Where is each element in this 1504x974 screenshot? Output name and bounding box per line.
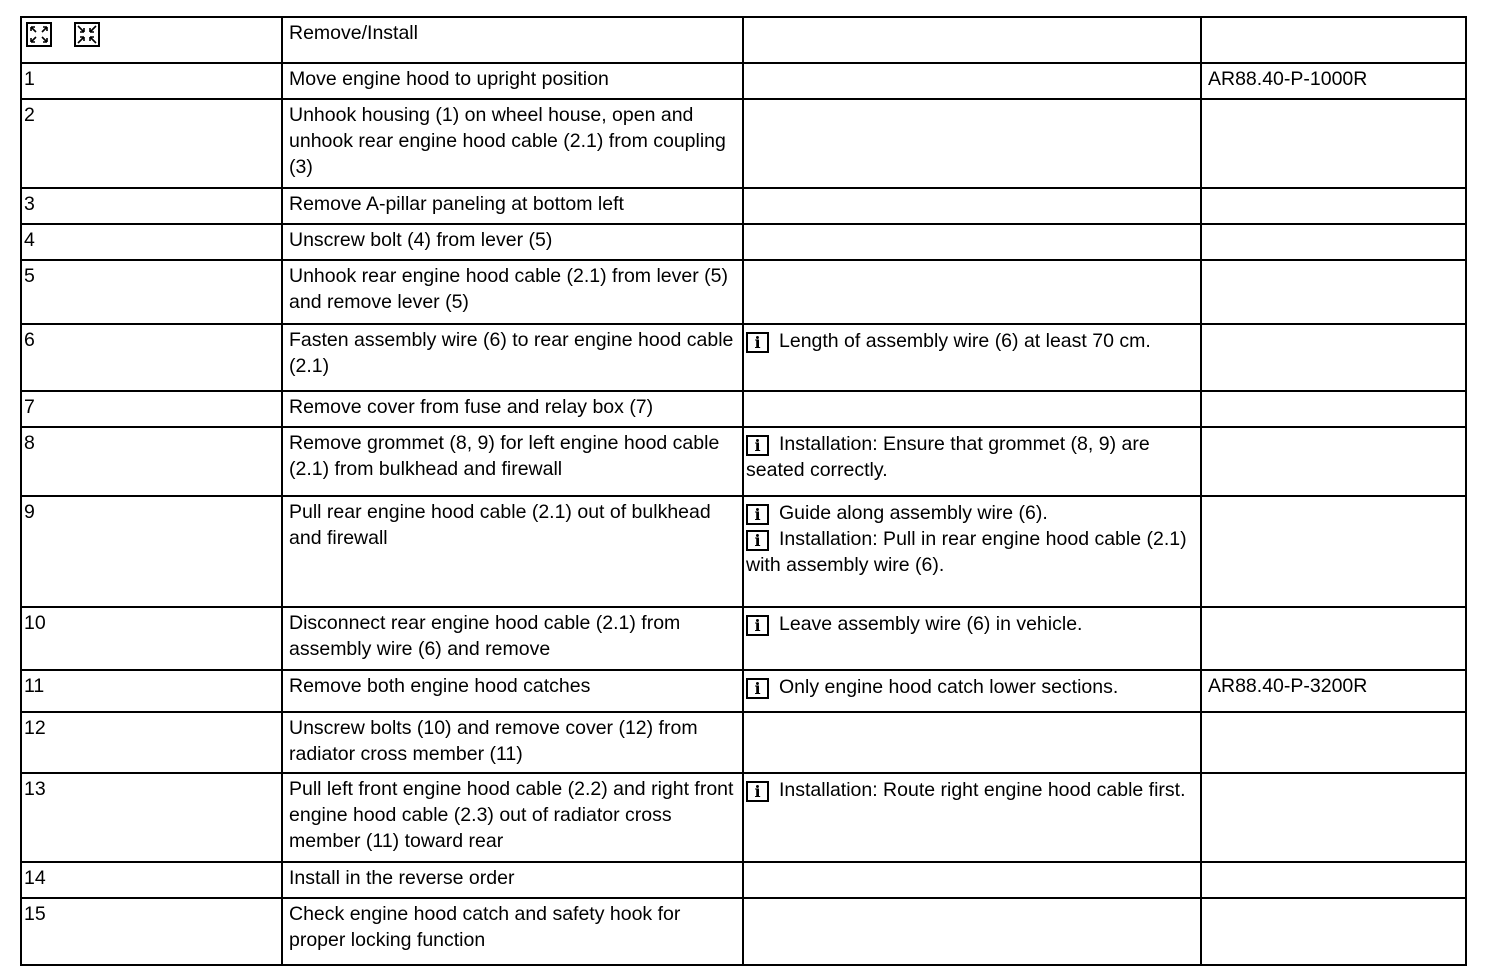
note-text: Installation: Pull in rear engine hood cable (2.1) with assembly wire (6).	[746, 528, 1187, 576]
step-instruction: Pull left front engine hood cable (2.2) and right front engine hood cable (2.3) out of radiator cross member (11) toward rear	[282, 773, 743, 862]
table-row	[21, 391, 1466, 427]
step-number: 10	[21, 607, 282, 670]
info-icon[interactable]: i	[746, 332, 769, 353]
reference-link	[1201, 99, 1466, 188]
info-icon[interactable]: i	[746, 530, 769, 551]
note-item	[746, 431, 1196, 483]
table-row	[21, 224, 1466, 260]
reference-link	[1201, 862, 1466, 898]
step-number: 12	[21, 712, 282, 773]
step-notes	[743, 99, 1201, 188]
procedure-table	[20, 16, 1467, 966]
info-icon[interactable]: i	[746, 615, 769, 636]
note-item	[746, 526, 1196, 578]
step-number: 11	[21, 670, 282, 712]
table-row	[21, 773, 1466, 862]
table-row	[21, 99, 1466, 188]
step-notes	[743, 188, 1201, 224]
step-notes	[743, 63, 1201, 99]
note-text: Installation: Ensure that grommet (8, 9) are seated correctly.	[746, 433, 1150, 481]
step-notes	[743, 324, 1201, 391]
step-instruction: Move engine hood to upright position	[282, 63, 743, 99]
step-number: 7	[21, 391, 282, 427]
table-row	[21, 607, 1466, 670]
reference-link	[1201, 427, 1466, 496]
step-number: 13	[21, 773, 282, 862]
reference-link	[1201, 324, 1466, 391]
reference-link	[1201, 773, 1466, 862]
note-item	[746, 611, 1196, 637]
step-notes	[743, 898, 1201, 965]
step-notes	[743, 607, 1201, 670]
reference-link	[1201, 224, 1466, 260]
step-number: 1	[21, 63, 282, 99]
step-instruction: Disconnect rear engine hood cable (2.1) from assembly wire (6) and remove	[282, 607, 743, 670]
info-icon[interactable]: i	[746, 678, 769, 699]
table-row	[21, 63, 1466, 99]
step-notes	[743, 773, 1201, 862]
note-item	[746, 328, 1196, 354]
reference-link	[1201, 712, 1466, 773]
collapse-arrows-icon[interactable]	[74, 22, 100, 47]
step-number: 8	[21, 427, 282, 496]
step-number: 5	[21, 260, 282, 324]
step-notes	[743, 496, 1201, 607]
table-row	[21, 898, 1466, 965]
note-item	[746, 500, 1196, 526]
step-number: 4	[21, 224, 282, 260]
step-notes	[743, 670, 1201, 712]
reference-link	[1201, 391, 1466, 427]
reference-link	[1201, 496, 1466, 607]
step-instruction: Check engine hood catch and safety hook for proper locking function	[282, 898, 743, 965]
header-icon-cell	[21, 17, 282, 63]
note-text: Only engine hood catch lower sections.	[779, 676, 1119, 698]
expand-arrows-icon[interactable]	[26, 22, 52, 47]
step-notes	[743, 712, 1201, 773]
header-notes-cell	[743, 17, 1201, 63]
note-item	[746, 674, 1196, 700]
step-instruction: Remove cover from fuse and relay box (7)	[282, 391, 743, 427]
step-number: 6	[21, 324, 282, 391]
header-title: Remove/Install	[282, 17, 743, 63]
table-row	[21, 324, 1466, 391]
step-instruction: Unhook housing (1) on wheel house, open and unhook rear engine hood cable (2.1) from coupling (3)	[282, 99, 743, 188]
step-number: 14	[21, 862, 282, 898]
step-instruction: Pull rear engine hood cable (2.1) out of bulkhead and firewall	[282, 496, 743, 607]
step-number: 9	[21, 496, 282, 607]
step-instruction: Install in the reverse order	[282, 862, 743, 898]
header-ref-cell	[1201, 17, 1466, 63]
step-instruction: Unhook rear engine hood cable (2.1) from lever (5) and remove lever (5)	[282, 260, 743, 324]
step-instruction: Remove both engine hood catches	[282, 670, 743, 712]
step-notes	[743, 260, 1201, 324]
note-text: Length of assembly wire (6) at least 70 cm.	[779, 330, 1151, 352]
note-item	[746, 777, 1196, 803]
note-text: Installation: Route right engine hood cable first.	[779, 779, 1186, 801]
step-number: 15	[21, 898, 282, 965]
reference-link	[1201, 607, 1466, 670]
step-instruction: Fasten assembly wire (6) to rear engine hood cable (2.1)	[282, 324, 743, 391]
reference-link[interactable]: AR88.40-P-1000R	[1201, 63, 1466, 99]
table-row	[21, 496, 1466, 607]
note-text: Leave assembly wire (6) in vehicle.	[779, 613, 1083, 635]
table-row	[21, 670, 1466, 712]
reference-link	[1201, 898, 1466, 965]
step-instruction: Unscrew bolt (4) from lever (5)	[282, 224, 743, 260]
step-number: 3	[21, 188, 282, 224]
table-row	[21, 188, 1466, 224]
reference-link	[1201, 260, 1466, 324]
step-notes	[743, 224, 1201, 260]
reference-link	[1201, 188, 1466, 224]
step-notes	[743, 391, 1201, 427]
info-icon[interactable]: i	[746, 435, 769, 456]
info-icon[interactable]: i	[746, 504, 769, 525]
step-instruction: Remove A-pillar paneling at bottom left	[282, 188, 743, 224]
table-row	[21, 712, 1466, 773]
header-row	[21, 17, 1466, 63]
step-instruction: Remove grommet (8, 9) for left engine hood cable (2.1) from bulkhead and firewall	[282, 427, 743, 496]
reference-link[interactable]: AR88.40-P-3200R	[1201, 670, 1466, 712]
table-row	[21, 260, 1466, 324]
step-instruction: Unscrew bolts (10) and remove cover (12) from radiator cross member (11)	[282, 712, 743, 773]
table-row	[21, 862, 1466, 898]
step-notes	[743, 862, 1201, 898]
info-icon[interactable]: i	[746, 781, 769, 802]
note-text: Guide along assembly wire (6).	[779, 502, 1048, 524]
step-notes	[743, 427, 1201, 496]
step-number: 2	[21, 99, 282, 188]
procedure-table-body	[21, 17, 1466, 965]
table-row	[21, 427, 1466, 496]
